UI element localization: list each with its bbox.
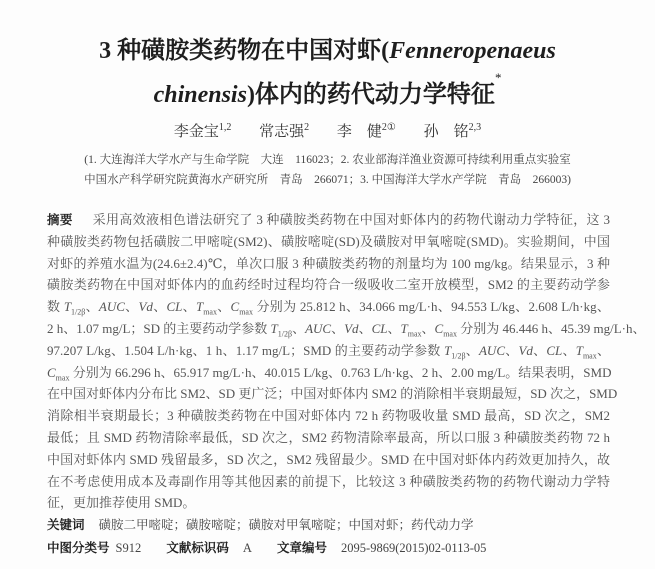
parameter-symbol-main: AUC	[478, 342, 505, 358]
author-list	[0, 120, 655, 141]
abstract-text: 、	[124, 299, 139, 315]
abstract-text: 2 h、1.07 mg/L；SD 的主要药动学参数	[47, 320, 271, 336]
abstract-text: 分别为 25.812 h、34.066 mg/L·h、94.553 L/kg、2.608 L/h·kg、	[252, 299, 610, 315]
abstract-text: 、	[85, 299, 99, 315]
clc-value: S912	[115, 540, 142, 555]
parameter-symbol	[479, 343, 505, 358]
author-name: 李 健	[336, 124, 382, 140]
parameter-symbol	[138, 299, 152, 314]
abstract-text: 采用高效液相色谱法研究了 3 种磺胺类药物在中国对虾体内的药物代谢动力学特征，这 3	[92, 212, 610, 227]
parameter-subscript: max	[582, 351, 597, 361]
abstract-text: 、	[292, 320, 306, 336]
affiliation-line: 中国水产科学研究院黄海水产研究所 青岛 266071；3. 中国海洋大学水产学院 青岛 266003)	[84, 174, 571, 186]
parameter-symbol	[230, 299, 253, 317]
parameter-symbol-main: C	[434, 320, 444, 336]
abstract-line	[47, 449, 610, 471]
keywords-value: 磺胺二甲嘧啶；磺胺嘧啶；磺胺对甲氧嘧啶；中国对虾；药代动力学	[98, 518, 474, 533]
abstract-label: 摘要	[47, 212, 73, 227]
parameter-symbol-main: T	[270, 320, 278, 336]
parameter-subscript: 1/2β	[277, 329, 293, 339]
abstract-text: 、	[331, 320, 345, 336]
clc-label: 中图分类号	[47, 539, 110, 555]
abstract-line	[47, 362, 610, 384]
doc-code-label: 文献标识码	[166, 539, 229, 555]
author-name: 李金宝	[173, 124, 219, 140]
keywords-label: 关键词	[47, 517, 85, 533]
parameter-symbol	[166, 299, 182, 314]
parameter-symbol-main: C	[47, 364, 56, 380]
abstract-section	[47, 209, 646, 560]
parameter-symbol	[434, 320, 457, 339]
abstract-text: 数	[47, 299, 64, 315]
abstract-line	[47, 427, 610, 449]
parameter-subscript: max	[407, 329, 422, 339]
abstract-text: 种磺胺类药物包括磺胺二甲嘧啶(SM2)、磺胺嘧啶(SD)及磺胺对甲氧嘧啶(SMD)。实验期间，中国	[47, 233, 610, 249]
parameter-symbol-main: T	[400, 320, 408, 336]
author-affiliation-mark: 2	[304, 122, 310, 133]
abstract-text: 分别为 66.296 h、65.917 mg/L·h、40.015 L/kg、0.763 L/h·kg、2 h、2.00 mg/L。结果表明，SMD	[69, 364, 612, 380]
author	[424, 124, 482, 140]
title-text: )体内的药代动力学特征	[246, 82, 495, 108]
parameter-symbol-main: C	[230, 299, 240, 315]
author	[259, 124, 309, 140]
abstract-text: 消除相半衰期最长；3 种磺胺类药物在中国对虾体内 72 h 药物吸收量 SMD 最高，SD 次之，SM2	[47, 408, 610, 424]
parameter-symbol	[195, 299, 217, 317]
parameter-symbol	[546, 343, 562, 358]
title-text: 3 种磺胺类药物在中国对虾(	[99, 38, 390, 64]
parameter-symbol	[575, 342, 597, 361]
abstract-text: 在不考虑使用成本及毒副作用等其他因素的前提下，比较这 3 种磺胺类药物的药物代谢动力学特	[47, 473, 610, 489]
paper-title-line-1	[0, 30, 655, 65]
title-species-name: chinensis	[153, 82, 247, 108]
abstract-text: 中国对虾体内 SMD 残留最多，SD 次之，SM2 残留最少。SMD 在中国对虾体内药效更加持久，故	[47, 451, 610, 467]
parameter-symbol-main: Vd	[518, 342, 533, 358]
article-number-value: 2095-9869(2015)02-0113-05	[341, 540, 487, 555]
abstract-text: 97.207 L/kg、1.504 L/h·kg、1 h、1.17 mg/L；SMD 的主要药动学参数	[47, 342, 444, 358]
abstract-line	[47, 383, 618, 405]
paper-title-line-2	[0, 70, 655, 109]
abstract-text: 、	[182, 299, 196, 315]
abstract-text: 最低；且 SMD 药物清除率最低，SD 次之，SM2 药物清除率最高，所以口服 3 种磺胺类药物 72 h	[47, 429, 610, 445]
abstract-line	[47, 274, 610, 296]
parameter-subscript: max	[55, 373, 70, 383]
parameter-symbol	[305, 321, 331, 336]
parameter-subscript: max	[239, 307, 253, 317]
author-affiliation-mark: 2,3	[468, 122, 482, 133]
parameter-symbol	[444, 342, 466, 361]
keywords	[47, 514, 610, 537]
parameter-symbol	[99, 299, 125, 314]
abstract-text: 磺胺类药物在中国对虾体内的血药经时过程均符合一级吸收二室开放模型，SM2 的主要药动学参	[47, 277, 610, 293]
abstract-line	[47, 231, 610, 253]
abstract-text: 征，更加推荐使用 SMD。	[47, 495, 196, 511]
parameter-symbol-main: T	[63, 299, 72, 315]
parameter-subscript: 1/2β	[71, 307, 86, 317]
abstract-text: 、	[465, 342, 479, 358]
abstract-text: 、	[421, 320, 435, 336]
abstract-line	[47, 492, 610, 514]
parameter-symbol-main: AUC	[98, 299, 125, 315]
parameter-symbol	[344, 321, 358, 336]
abstract-text: 、	[152, 299, 167, 315]
abstract-text: 、	[596, 342, 610, 358]
author-name: 孙 铭	[423, 124, 469, 140]
abstract-text: 对虾的养殖水温为(24.6±2.4)℃，单次口服 3 种磺胺类药物的剂量均为 100 mg/kg。结果显示，3 种	[47, 255, 610, 271]
author	[337, 124, 396, 140]
parameter-symbol	[400, 320, 422, 339]
parameter-symbol	[63, 299, 86, 317]
parameter-subscript: max	[443, 329, 457, 339]
abstract-text: 、	[504, 342, 519, 358]
parameter-symbol-main: T	[444, 342, 452, 358]
parameter-symbol-main: Vd	[138, 299, 153, 315]
parameter-symbol-main: CL	[166, 299, 183, 315]
classification-info	[47, 537, 610, 560]
abstract-line	[47, 340, 610, 362]
parameter-subscript: 1/2β	[451, 351, 466, 361]
abstract-text: 分别为 46.446 h、45.39 mg/L·h、	[456, 320, 646, 336]
parameter-symbol	[47, 364, 70, 383]
affiliation-line: (1. 大连海洋大学水产与生命学院 大连 116023；2. 农业部海洋渔业资源可持续利用重点实验室	[84, 154, 571, 166]
parameter-symbol-main: Vd	[344, 320, 359, 336]
abstract-line	[47, 471, 610, 493]
abstract-text: 、	[387, 320, 401, 336]
parameter-subscript: max	[203, 307, 217, 317]
abstract-text: 、	[216, 299, 231, 315]
doc-code-value: A	[242, 540, 252, 555]
abstract-text: 、	[562, 342, 576, 358]
parameter-symbol-main: T	[575, 342, 583, 358]
abstract-line	[47, 253, 610, 275]
article-number-label: 文章编号	[277, 539, 328, 555]
abstract-line	[47, 318, 646, 340]
parameter-symbol-main: CL	[546, 342, 563, 358]
parameter-symbol	[518, 343, 532, 358]
parameter-symbol-main: CL	[371, 320, 388, 336]
abstract-text: 、	[358, 320, 372, 336]
abstract-line	[47, 405, 610, 427]
parameter-symbol-main: T	[195, 299, 204, 315]
title-footnote-mark: *	[494, 70, 502, 85]
abstract-line	[47, 296, 610, 318]
author-name: 常志强	[259, 124, 305, 140]
parameter-symbol	[372, 321, 388, 336]
author-affiliation-mark: 1,2	[218, 122, 232, 133]
author	[174, 124, 232, 140]
title-species-genus: Fenneropenaeus	[389, 38, 556, 64]
abstract-text: 、	[532, 342, 547, 358]
parameter-symbol-main: AUC	[305, 320, 332, 336]
abstract-text: 在中国对虾体内分布比 SM2、SD 更广泛；中国对虾体内 SM2 的消除相半衰期最短，SD 次之，SMD	[47, 386, 618, 402]
abstract-line	[47, 209, 610, 231]
parameter-symbol	[270, 320, 293, 339]
author-affiliation-mark: 2①	[381, 122, 396, 133]
